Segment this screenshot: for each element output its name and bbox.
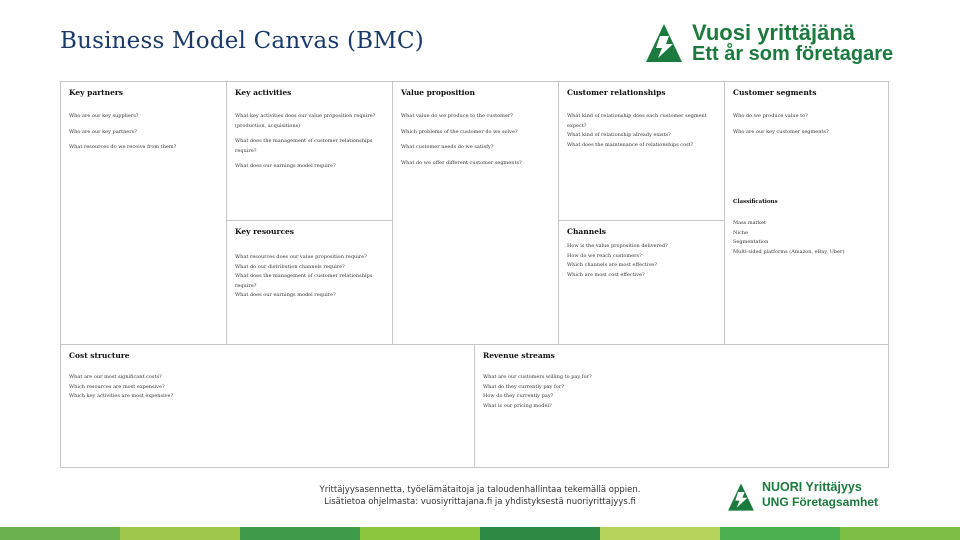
channels-header: Channels — [567, 227, 607, 236]
cost-structure-header: Cost structure — [69, 351, 130, 360]
logo-line-2: UNG Företagsamhet — [762, 495, 879, 509]
classification-item: Niche — [733, 229, 748, 236]
question: Who are our key partners? — [69, 128, 137, 135]
key-resources-box — [226, 220, 393, 345]
footer-line-2: Lisätietoa ohjelmasta: vuosiyrittajana.fi ja yhdistyksestä nuoriyrittajyys.fi — [324, 497, 636, 507]
question: What does the maintenance of relationships cost? — [567, 141, 694, 148]
stripe — [480, 527, 600, 540]
stripe — [840, 527, 960, 540]
customer-relationships-box — [558, 81, 725, 221]
question: What does the management of customer relationships — [235, 138, 373, 144]
key-activities-questions — [235, 112, 375, 172]
key-resources-questions — [235, 253, 372, 301]
question: What resources does our value proposition require? — [235, 254, 367, 260]
question: Who do we produce value to? — [733, 113, 808, 119]
key-partners-box — [60, 81, 227, 345]
key-activities-box — [226, 81, 393, 221]
classification-item: Segmentation — [733, 239, 769, 245]
question: What do our distribution channels require? — [235, 263, 345, 270]
question: What kind of relationship already exists? — [567, 132, 671, 138]
classification-item: Multi-sided platforms (Amazon, eBay, Uber) — [733, 248, 845, 255]
question: What do we offer different customer segments? — [401, 159, 522, 166]
logo-line-2: Ett år som företagare — [692, 43, 894, 65]
question: (production, acquisitions) — [235, 122, 301, 129]
question: How is the value proposition delivered? — [567, 243, 668, 249]
channels-box — [558, 220, 725, 345]
decorative-color-stripes — [0, 527, 960, 540]
customer-segments-questions — [733, 112, 829, 137]
question: Who are our key suppliers? — [69, 113, 139, 119]
page-title: Business Model Canvas (BMC) — [60, 28, 424, 54]
revenue-streams-box — [474, 344, 889, 468]
business-model-canvas — [60, 81, 889, 468]
question: What customer needs do we satisfy? — [401, 144, 494, 150]
question: What do they currently pay for? — [483, 383, 564, 390]
question: require? — [235, 147, 257, 154]
stripe — [0, 527, 120, 540]
question: Which key activities are most expensive? — [69, 393, 174, 399]
cost-structure-questions — [69, 373, 173, 402]
channels-questions — [567, 242, 668, 280]
classifications-label: Classifications — [733, 199, 778, 205]
question: What kind of relationship does each customer segment — [567, 113, 707, 119]
stripe — [120, 527, 240, 540]
question: Which resources are most expensive? — [69, 383, 165, 390]
classifications-list — [733, 219, 844, 257]
question: Which channels are most effective? — [567, 262, 657, 268]
key-partners-header: Key partners — [69, 88, 124, 97]
question: What resources do we receive from them? — [69, 144, 177, 150]
footer-line-1: Yrittäjyysasennetta, työelämätaitoja ja taloudenhallintaa tekemällä oppien. — [319, 485, 641, 495]
key-resources-header: Key resources — [235, 227, 295, 236]
question: What is our pricing model? — [483, 402, 552, 409]
stripe — [360, 527, 480, 540]
cost-structure-box — [60, 344, 475, 468]
key-activities-header: Key activities — [235, 88, 292, 97]
question: Which problems of the customer do we solve? — [401, 128, 518, 135]
question: What does the management of customer relationships — [235, 273, 373, 279]
value-proposition-header: Value proposition — [401, 88, 475, 97]
question: How do we reach customers? — [567, 252, 642, 259]
question: Who are our key customer segments? — [733, 128, 829, 135]
green-triangle-logo-icon — [726, 482, 756, 512]
value-proposition-box — [392, 81, 559, 345]
question: Which are most cost effective? — [567, 271, 645, 278]
question: What key activities does our value proposition require? — [235, 113, 376, 119]
stripe — [240, 527, 360, 540]
stripe — [720, 527, 840, 540]
question: expect? — [567, 122, 587, 129]
question: What are our most significant costs? — [69, 374, 162, 380]
question: require? — [235, 282, 257, 289]
question: How do they currently pay? — [483, 393, 554, 399]
classification-item: Mass market — [733, 220, 766, 226]
revenue-streams-questions — [483, 373, 592, 411]
revenue-streams-header: Revenue streams — [483, 351, 555, 360]
customer-segments-header: Customer segments — [733, 88, 817, 97]
question: What are our customers willing to pay for? — [483, 374, 592, 380]
customer-relationships-questions — [567, 112, 707, 150]
question: What does our earnings model require? — [235, 163, 336, 169]
customer-relationships-header: Customer relationships — [567, 88, 666, 97]
value-proposition-questions — [401, 112, 522, 168]
nuori-yrittajyys-logo — [726, 480, 901, 514]
question: What value do we produce to the customer? — [401, 113, 513, 119]
key-partners-questions — [69, 112, 176, 153]
vuosi-yrittajana-logo — [644, 20, 904, 66]
logo-line-1: Vuosi yrittäjänä — [692, 20, 856, 45]
question: What does our earnings model require? — [235, 292, 336, 298]
stripe — [600, 527, 720, 540]
logo-line-1: NUORI Yrittäjyys — [762, 480, 862, 494]
customer-segments-box — [724, 81, 889, 345]
green-triangle-logo-icon — [644, 22, 684, 64]
